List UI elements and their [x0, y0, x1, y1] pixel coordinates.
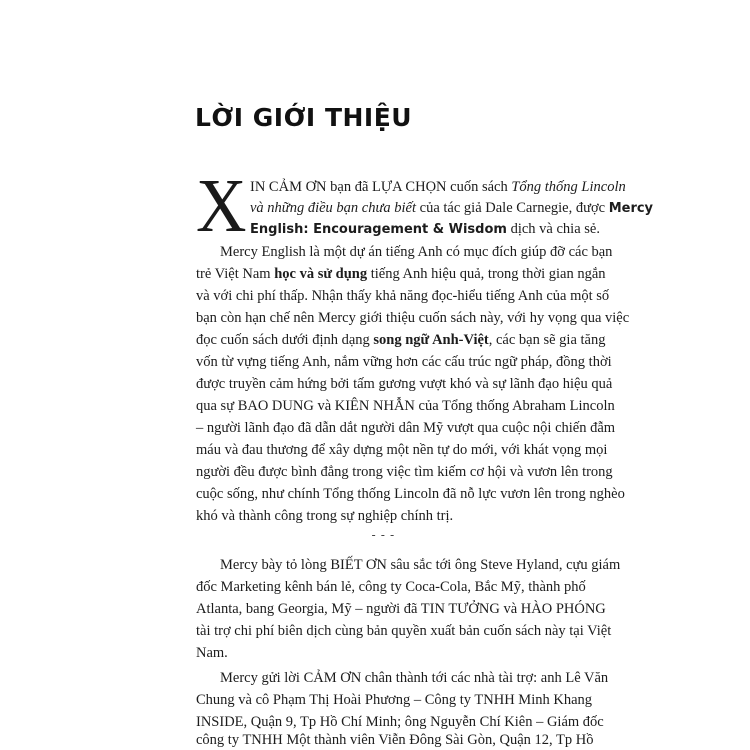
para2-line-2	[196, 264, 606, 284]
page-title: LỜI GIỚI THIỆU	[195, 103, 413, 132]
para2-line-9: – người lãnh đạo đã dẫn dắt người dân Mỹ vượt qua cuộc nội chiến đẫm	[196, 420, 616, 436]
intro-line-3	[250, 219, 600, 239]
para2-text: tiếng Anh hiệu quả, trong thời gian ngắn	[367, 266, 606, 282]
para2-line-4: bạn còn hạn chế nên Mercy giới thiệu cuốn sách này, với hy vọng qua việc	[196, 310, 630, 326]
para3-line-4: tài trợ chi phí biên dịch cùng bản quyền xuất bản cuốn sách này tại Việt	[196, 623, 612, 639]
para4-line-1: Mercy gửi lời CẢM ƠN chân thành tới các nhà tài trợ: anh Lê Văn	[220, 670, 609, 686]
para2-emphasis: song ngữ Anh-Việt	[373, 332, 489, 348]
para2-line-13: khó và thành công trong sự nghiệp chính trị.	[196, 508, 454, 524]
para2-text: , các bạn sẽ gia tăng	[488, 332, 606, 348]
para2-text: trẻ Việt Nam	[196, 266, 275, 282]
para2-text: đọc cuốn sách dưới định dạng	[196, 332, 374, 348]
intro-text: dịch và chia sẻ.	[506, 221, 600, 237]
para2-emphasis: học và sử dụng	[274, 266, 368, 282]
para2-line-10: máu và đau thương để xây dựng một nền tự do mới, với khát vọng mọi	[196, 442, 608, 458]
para4-line-4: công ty TNHH Một thành viên Viễn Đông Sài Gòn, Quận 12, Tp Hồ	[196, 732, 594, 748]
para2-line-1: Mercy English là một dự án tiếng Anh có mục đích giúp đỡ các bạn	[220, 244, 613, 260]
intro-line-2	[250, 198, 654, 218]
para2-line-6: vốn từ vựng tiếng Anh, nắm vững hơn các cấu trúc ngữ pháp, đồng thời	[196, 354, 612, 370]
para4-line-2: Chung và cô Phạm Thị Hoài Phương – Công ty TNHH Minh Khang	[196, 692, 593, 708]
para3-line-1: Mercy bày tỏ lòng BIẾT ƠN sâu sắc tới ông Steve Hyland, cựu giám	[220, 557, 621, 573]
publisher-name-part-1: Mercy	[608, 201, 654, 216]
publisher-name-part-2: English: Encouragement & Wisdom	[250, 222, 507, 237]
intro-text: của tác giả Dale Carnegie, được	[416, 200, 609, 216]
section-divider: ---	[370, 528, 398, 542]
para2-line-3: và với chi phí thấp. Nhận thấy khả năng đọc-hiểu tiếng Anh của một số	[196, 288, 610, 304]
para2-line-12: cuộc sống, như chính Tổng thống Lincoln đã nỗ lực vươn lên trong nghèo	[196, 486, 625, 502]
drop-cap-letter: X	[196, 164, 247, 248]
para2-line-8: qua sự BAO DUNG và KIÊN NHẪN của Tổng thống Abraham Lincoln	[196, 398, 615, 414]
intro-text: IN CẢM ƠN bạn đã LỰA CHỌN cuốn sách	[250, 179, 512, 195]
para2-line-5	[196, 330, 606, 350]
para2-line-7: được truyền cảm hứng bởi tấm gương vượt khó và sự lãnh đạo hiệu quả	[196, 376, 613, 392]
intro-line-1	[250, 177, 626, 197]
para3-line-5: Nam.	[196, 645, 228, 661]
para2-line-11: người đều được bình đẳng trong việc tìm kiếm cơ hội và vươn lên trong	[196, 464, 613, 480]
book-title-part-1: Tổng thống Lincoln	[511, 179, 626, 195]
para3-line-3: Atlanta, bang Georgia, Mỹ – người đã TIN TƯỞNG và HÀO PHÓNG	[196, 601, 606, 617]
para3-line-2: đốc Marketing kênh bán lẻ, công ty Coca-Cola, Bắc Mỹ, thành phố	[196, 579, 586, 595]
book-title-part-2: và những điều bạn chưa biết	[250, 200, 417, 216]
para4-line-3: INSIDE, Quận 9, Tp Hồ Chí Minh; ông Nguyễn Chí Kiên – Giám đốc	[196, 714, 604, 730]
